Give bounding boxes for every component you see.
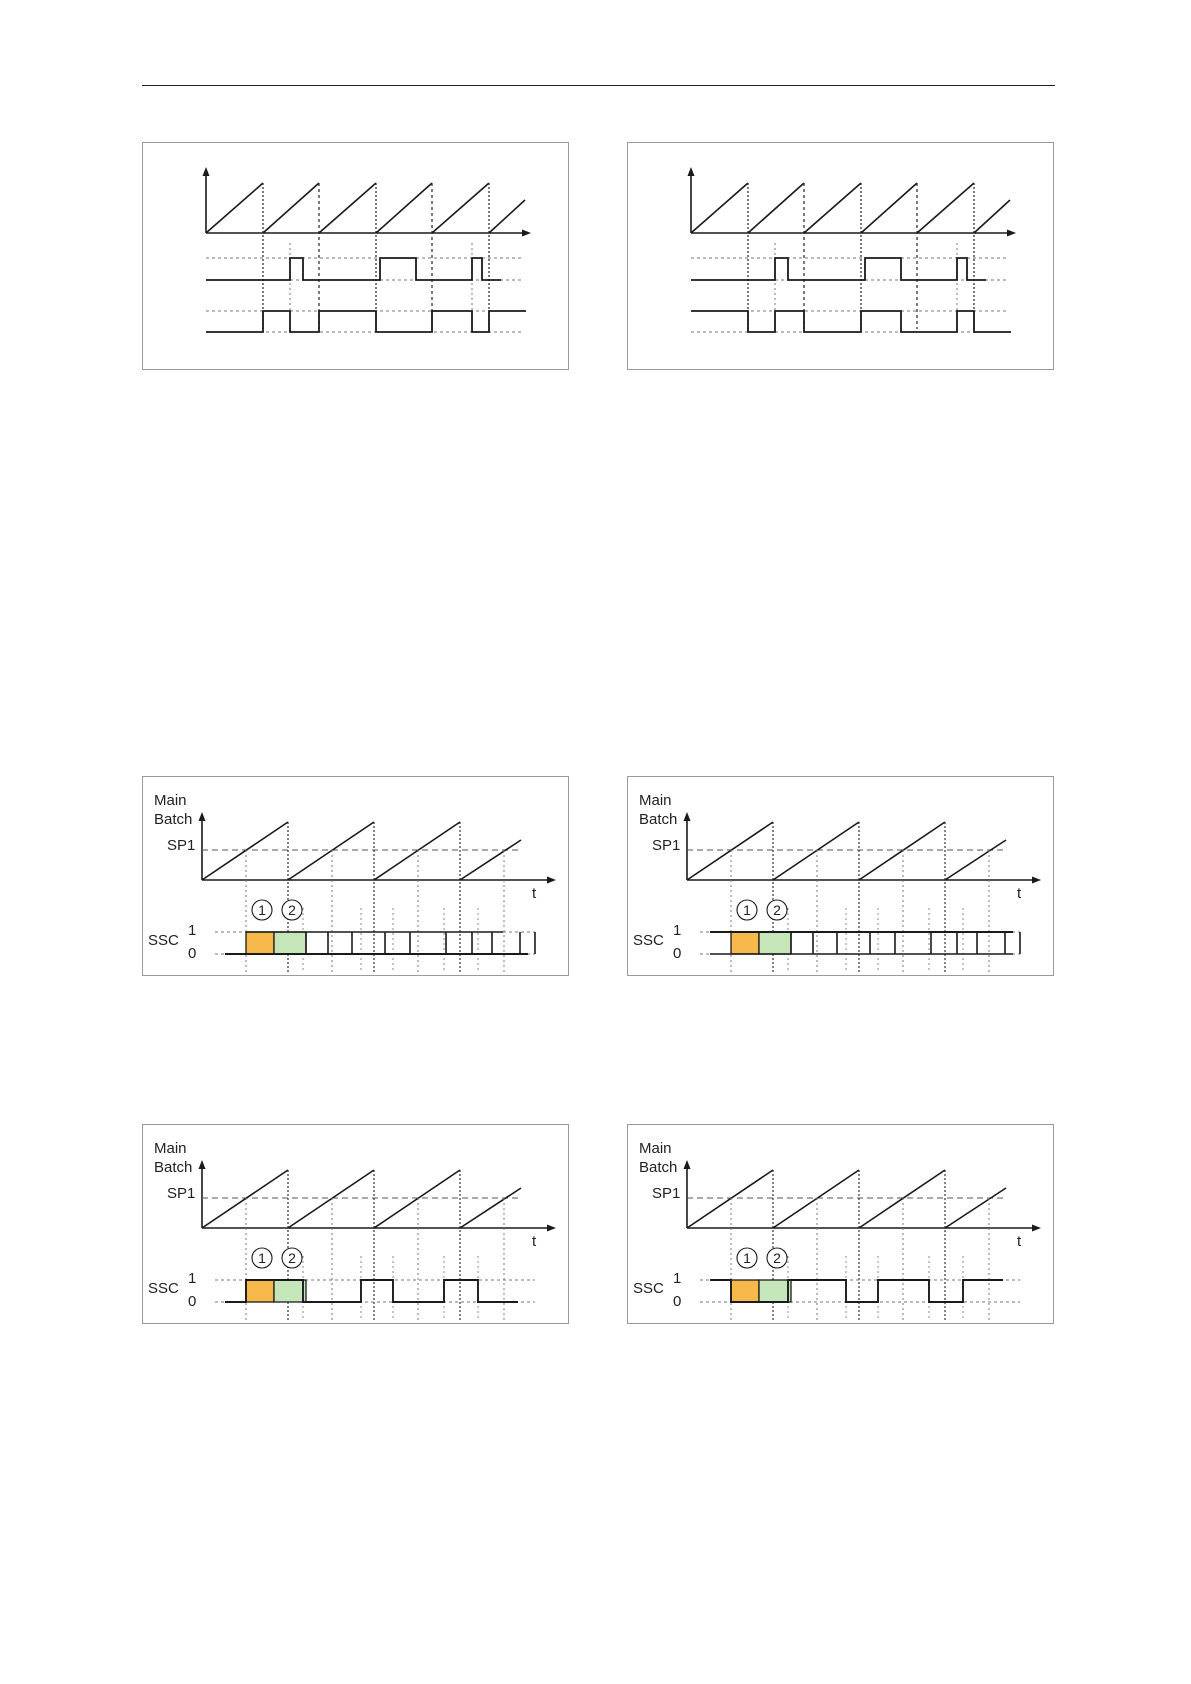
signal-b-trace (691, 311, 1011, 332)
y-axis-label-batch: Batch (154, 1159, 193, 1176)
batch-ramp (460, 840, 521, 880)
y-axis-label-main: Main (639, 1140, 672, 1157)
level-low-label: 0 (673, 945, 682, 962)
ramp-segment (489, 200, 525, 233)
batch-ramp (288, 1170, 374, 1228)
zone-1-marker: 1 (743, 902, 751, 918)
ramp-segment (748, 183, 804, 233)
signal-a-trace (206, 258, 501, 280)
ramp-segment (206, 183, 263, 233)
ssc-diagram-middle-right (627, 776, 1054, 976)
zone-2-marker: 2 (288, 902, 296, 918)
x-axis-arrow-icon (1032, 1225, 1041, 1232)
ssc-label: SSC (633, 932, 664, 949)
signal-b-trace (206, 311, 526, 332)
ramp-segment (804, 183, 861, 233)
ramp-segment (861, 183, 917, 233)
zone-1-fill (246, 1280, 274, 1302)
timing-diagram-graphic (143, 143, 570, 371)
x-axis-label: t (532, 885, 537, 902)
batch-ramp (374, 1170, 460, 1228)
zone-1-fill (731, 1280, 759, 1302)
ssc-diagram-middle-left (142, 776, 569, 976)
setpoint-label: SP1 (167, 837, 196, 854)
y-axis-arrow-icon (684, 812, 691, 821)
ssc-diagram-bottom-left (142, 1124, 569, 1324)
zone-2-fill (274, 932, 306, 954)
timing-diagram-top-right (627, 142, 1054, 370)
y-axis-label-main: Main (639, 792, 672, 809)
level-high-label: 1 (188, 922, 197, 939)
timing-diagram-top-left (142, 142, 569, 370)
y-axis-arrow-icon (688, 167, 695, 176)
batch-ramp (859, 822, 945, 880)
ramp-segment (263, 183, 319, 233)
ramp-segment (691, 183, 748, 233)
batch-ramp (202, 822, 288, 880)
ssc-diagram-graphic (143, 777, 570, 977)
setpoint-label: SP1 (652, 837, 681, 854)
zone-1-fill (731, 932, 759, 954)
batch-ramp (288, 822, 374, 880)
batch-ramp (773, 822, 859, 880)
zone-2-marker: 2 (773, 1250, 781, 1266)
ssc-diagram-graphic (143, 1125, 570, 1325)
x-axis-label: t (1017, 885, 1022, 902)
y-axis-label-main: Main (154, 1140, 187, 1157)
ssc-diagram-graphic (628, 777, 1055, 977)
batch-ramp (773, 1170, 859, 1228)
ramp-segment (319, 183, 376, 233)
x-axis-label: t (532, 1233, 537, 1250)
batch-ramp (945, 840, 1006, 880)
setpoint-label: SP1 (652, 1185, 681, 1202)
zone-1-marker: 1 (258, 1250, 266, 1266)
ramp-segment (974, 200, 1010, 233)
x-axis-arrow-icon (547, 877, 556, 884)
batch-ramp (859, 1170, 945, 1228)
y-axis-arrow-icon (203, 167, 210, 176)
zone-2-marker: 2 (773, 902, 781, 918)
ramp-segment (376, 183, 432, 233)
level-high-label: 1 (673, 922, 682, 939)
ssc-label: SSC (148, 1280, 179, 1297)
zone-1-marker: 1 (258, 902, 266, 918)
x-axis-arrow-icon (1007, 230, 1016, 237)
level-low-label: 0 (188, 945, 197, 962)
zone-2-fill (274, 1280, 306, 1302)
zone-1-fill (246, 932, 274, 954)
zone-2-marker: 2 (288, 1250, 296, 1266)
batch-ramp (945, 1188, 1006, 1228)
y-axis-arrow-icon (199, 1160, 206, 1169)
x-axis-arrow-icon (1032, 877, 1041, 884)
signal-a-trace (691, 258, 986, 280)
x-axis-label: t (1017, 1233, 1022, 1250)
batch-ramp (374, 822, 460, 880)
y-axis-label-batch: Batch (154, 811, 193, 828)
ramp-segment (917, 183, 974, 233)
ssc-label: SSC (148, 932, 179, 949)
batch-ramp (460, 1188, 521, 1228)
batch-ramp (202, 1170, 288, 1228)
batch-ramp (687, 822, 773, 880)
zone-1-marker: 1 (743, 1250, 751, 1266)
y-axis-arrow-icon (199, 812, 206, 821)
level-high-label: 1 (188, 1270, 197, 1287)
level-high-label: 1 (673, 1270, 682, 1287)
zone-2-fill (759, 932, 791, 954)
ssc-diagram-bottom-right (627, 1124, 1054, 1324)
page-header-rule (142, 85, 1055, 86)
zone-2-fill (759, 1280, 791, 1302)
y-axis-label-batch: Batch (639, 811, 678, 828)
x-axis-arrow-icon (522, 230, 531, 237)
batch-ramp (687, 1170, 773, 1228)
setpoint-label: SP1 (167, 1185, 196, 1202)
ssc-label: SSC (633, 1280, 664, 1297)
timing-diagram-graphic (628, 143, 1055, 371)
ramp-segment (432, 183, 489, 233)
y-axis-label-main: Main (154, 792, 187, 809)
ssc-diagram-graphic (628, 1125, 1055, 1325)
x-axis-arrow-icon (547, 1225, 556, 1232)
y-axis-arrow-icon (684, 1160, 691, 1169)
y-axis-label-batch: Batch (639, 1159, 678, 1176)
level-low-label: 0 (673, 1293, 682, 1310)
level-low-label: 0 (188, 1293, 197, 1310)
